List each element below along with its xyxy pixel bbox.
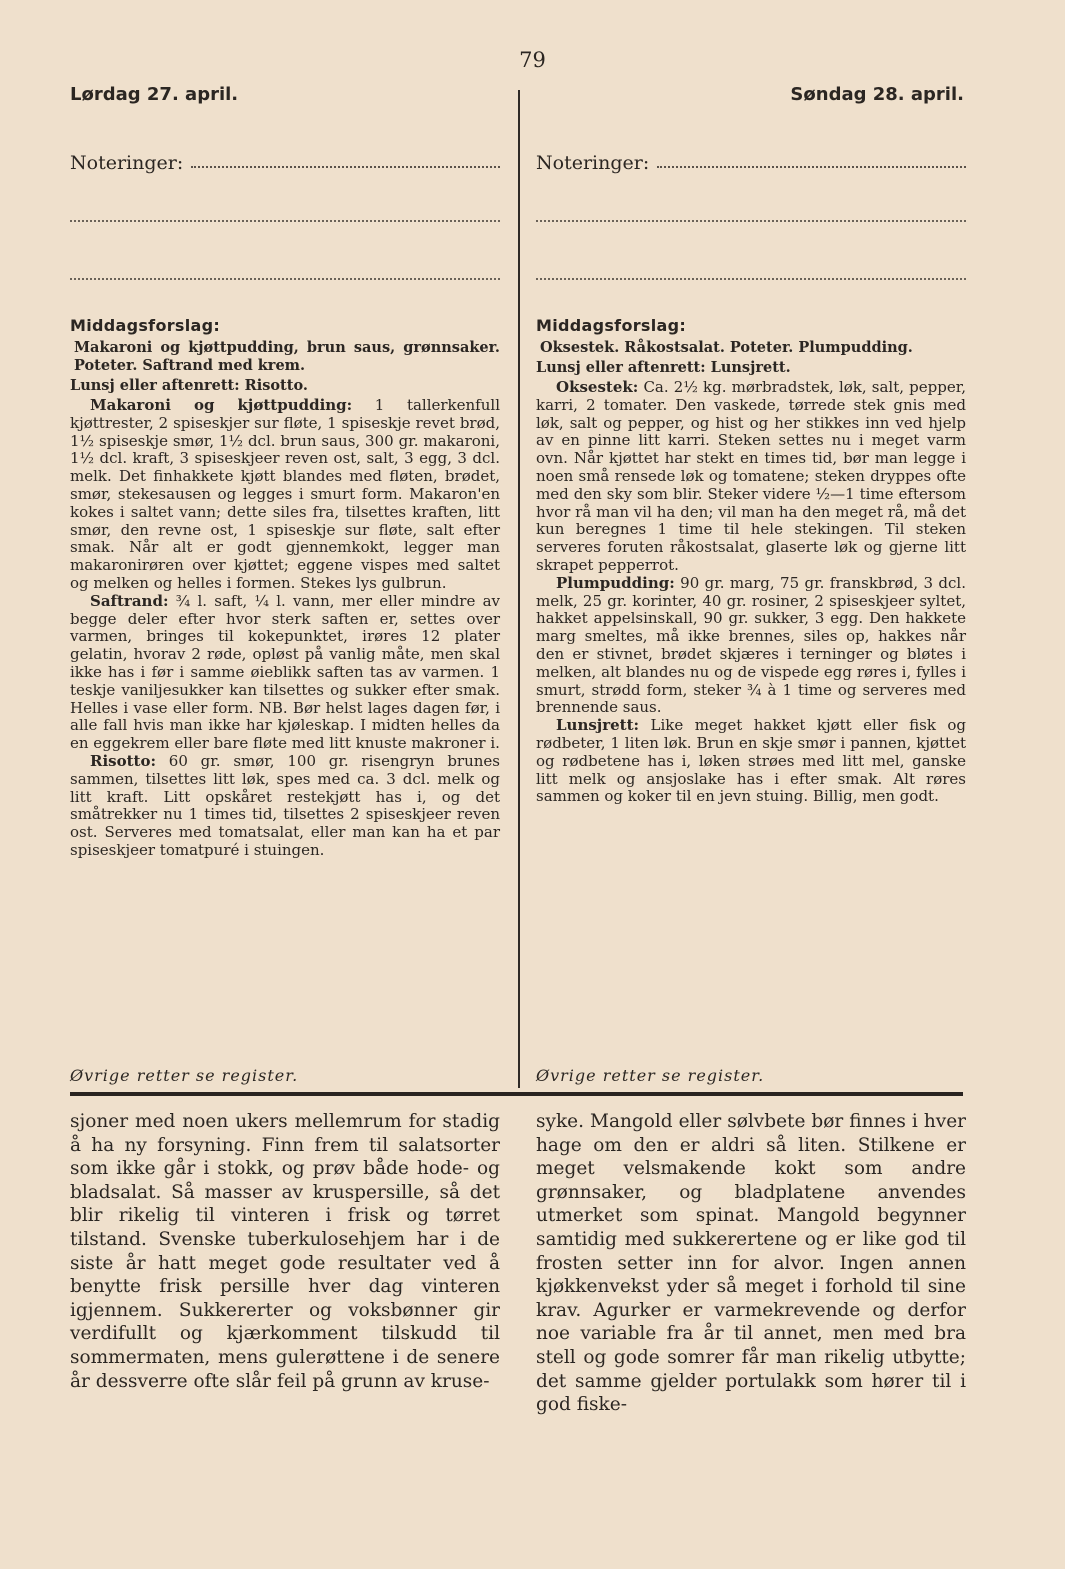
article-text-left: sjoner med noen ukers mellemrum for stadig å ha ny forsyning. Finn frem til salatsorter som ikke går i stokk, og prøv både hode- og bladsalat. Så masser av kruspersille, så det blir rikelig til vinteren i frisk og tørret tilstand. Svenske tuberkulosehjem har i de siste år hatt meget gode resultater ved å benytte frisk persille hver dag vinteren igjennem. Sukkererter og voksbønner gir verdifullt og kjærkomment tilskudd til sommermaten, mens gulerøttene i de senere år dessverre ofte slår feil på grunn av kruse-: [70, 1111, 500, 1392]
recipe-title: Risotto:: [90, 751, 157, 770]
register-note: Øvrige retter se register.: [536, 1066, 765, 1085]
day-title: Søndag 28. april.: [790, 84, 964, 105]
day-column-saturday: [70, 84, 500, 860]
recipes: [536, 379, 966, 806]
notes-line: [536, 146, 966, 174]
recipe-title: Plumpudding:: [556, 573, 675, 592]
dotted-line: [191, 166, 500, 168]
dotted-line: [657, 166, 966, 168]
recipe-paragraph: [536, 717, 966, 806]
recipe-paragraph: [536, 379, 966, 575]
recipe-text: Ca. 2½ kg. mørbradstek, løk, salt, pepper, karri, 2 tomater. Den vaskede, tørrede stek gnis med løk, salt og pepper, og hist og her stikkes inn ved hjelp av en pinne litt karri. Steken settes nu i meget varm ovn. Når kjøttet har stekt en times tid, bør man legge i noen små rensede løk og tomatene; steken dryppes ofte med den sky som blir. Steker videre ½—1 time eftersom hvor rå man vil ha den; vil man ha den meget rå, må det kun beregnes 1 time til hele stekingen. Til steken serveres foruten råkostsalat, glaserte løk og gjerne litt skrapet pepperrot.: [536, 378, 966, 574]
horizontal-rule: [70, 1092, 963, 1096]
section-heading: Middagsforslag:: [70, 316, 221, 335]
recipe-paragraph: [536, 575, 966, 717]
column-divider: [518, 90, 520, 1088]
recipe-text: 90 gr. marg, 75 gr. franskbrød, 3 dcl. melk, 25 gr. korinter, 40 gr. rosiner, 2 spiseskjeer syltet, hakket appelsinskall, 90 gr. sukker, 3 egg. Den hakkete marg smeltes, må ikke brennes, siles op, hakkes når den er stivnet, brødet skjæres i terninger og bløtes i melken, alt blandes nu og de vispede egg røres i, fylles i smurt, strødd form, steker ¾ à 1 time og serveres med brennende saus.: [536, 573, 966, 717]
day-column-sunday: [536, 84, 966, 806]
recipe-title: Makaroni og kjøttpudding:: [90, 396, 353, 414]
notes-line: [70, 146, 500, 174]
recipe-title: Oksestek:: [556, 378, 639, 396]
recipe-title: Saftrand:: [90, 591, 169, 610]
page-number: 79: [519, 48, 546, 72]
recipe-paragraph: [70, 397, 500, 593]
recipe-title: Lunsjrett:: [556, 716, 640, 735]
notes-label: Noteringer:: [536, 152, 650, 174]
lunch-suggestion: Lunsj eller aftenrett: Lunsjrett.: [536, 359, 791, 376]
recipe-paragraph: [70, 593, 500, 753]
dotted-line: [536, 278, 966, 280]
day-title: Lørdag 27. april.: [70, 84, 239, 105]
notes-label: Noteringer:: [70, 152, 184, 174]
recipes: [70, 397, 500, 860]
dotted-line: [70, 220, 500, 222]
recipe-paragraph: [70, 753, 500, 860]
register-note: Øvrige retter se register.: [70, 1066, 299, 1085]
section-heading: Middagsforslag:: [536, 316, 687, 335]
dinner-menu: Oksestek. Råkostsalat. Poteter. Plumpudding.: [540, 339, 913, 356]
dotted-line: [536, 220, 966, 222]
recipe-text: Like meget hakket kjøtt eller fisk og rødbeter, 1 liten løk. Brun en skje smør i pannen, kjøttet og rødbetene has i, løken strøes med litt mel, ganske litt melk og ansjoslake has i efter smak. Alt røres sammen og koker til en jevn stuing. Billig, men godt.: [536, 716, 966, 806]
dotted-line: [70, 278, 500, 280]
lunch-suggestion: Lunsj eller aftenrett: Risotto.: [70, 377, 308, 394]
article-text-right: syke. Mangold eller sølvbete bør finnes i hver hage om den er aldri så liten. Stilkene er meget velsmakende kokt som andre grønnsaker, og bladplatene anvendes utmerket som spinat. Mangold begynner samtidig med sukkerertene og er like god til frosten setter inn for alvor. Ingen annen kjøkkenvekst yder så meget i forhold til sine krav. Agurker er varmekrevende og derfor noe variable fra år til annet, men med bra stell og gode somrer får man rikelig utbytte; det samme gjelder portulakk som hører til i god fiske-: [536, 1111, 966, 1416]
recipe-text: 1 tallerkenfull kjøttrester, 2 spiseskjer sur fløte, 1 spiseskje revet brød, 1½ spiseskje smør, 1½ dcl. brun saus, 300 gr. makaroni, 1½ dcl. kraft, 3 spiseskjeer reven ost, salt, 3 egg, 3 dcl. melk. Det finhakkete kjøtt blandes med fløten, brødet, smør, stekesausen og legges i smurt form. Makaron'en kokes i saltet vann; dette siles fra, tilsettes kraften, litt smør, den revne ost, 1 spiseskje sur fløte, salt efter smak. Når alt er godt gjennemkokt, legger man makaronirøren over kjøttet; eggene vispes med saltet og melken og helles i formen. Stekes lys gulbrun.: [70, 396, 500, 592]
dinner-menu: Makaroni og kjøttpudding, brun saus, grønnsaker. Poteter. Saftrand med krem.: [74, 339, 500, 374]
recipe-text: ¾ l. saft, ¼ l. vann, mer eller mindre av begge deler efter hvor sterk saften er, settes over varmen, bringes til kokepunktet, irøres 12 plater gelatin, hvorav 2 røde, opløst på vanlig måte, men skal ikke has i før i samme øieblikk saften tas av varmen. 1 teskje vaniljesukker kan tilsettes og sukker efter smak. Helles i vase eller form. NB. Bør helst lages dagen før, i alle fall hvis man ikke har kjøleskap. I midten helles da en eggekrem eller bare fløte med litt knuste makroner i.: [70, 591, 500, 753]
recipe-text: 60 gr. smør, 100 gr. risengryn brunes sammen, tilsettes litt løk, spes med ca. 3 dcl. melk og litt kraft. Litt opskåret restekjøtt has i, og det småtrekker nu 1 times tid, tilsettes 2 spiseskjeer reven ost. Serveres med tomatsalat, eller man kan ha et par spiseskjeer tomatpuré i stuingen.: [70, 751, 500, 859]
